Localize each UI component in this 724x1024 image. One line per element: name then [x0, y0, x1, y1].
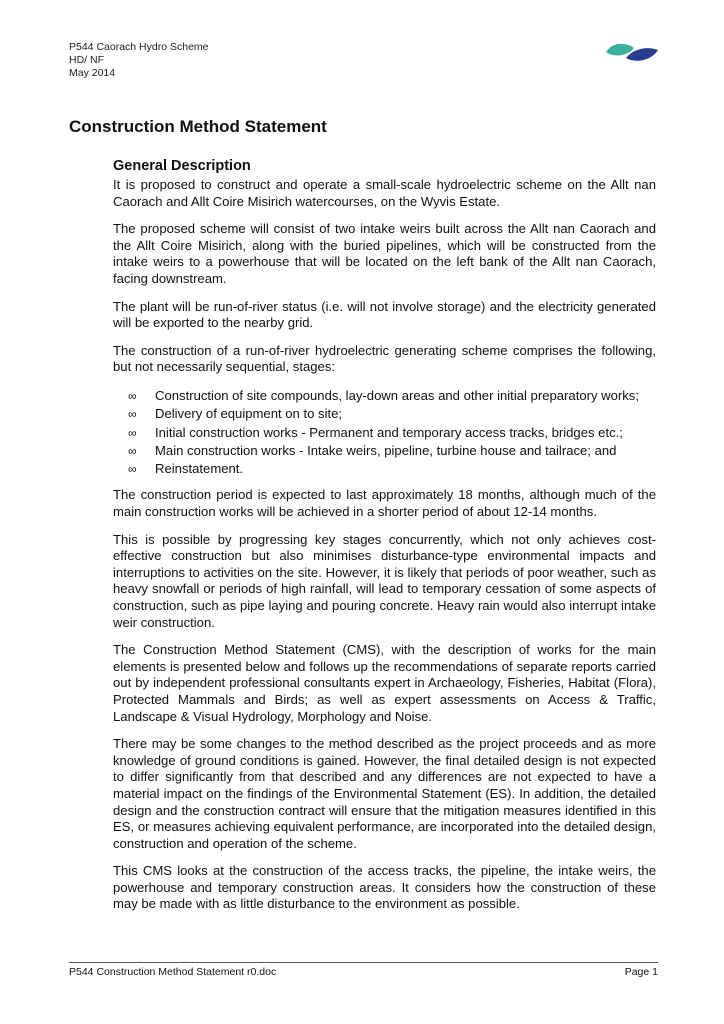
footer-filename: P544 Construction Method Statement r0.doc — [69, 966, 277, 978]
list-item-text: Reinstatement. — [155, 461, 244, 477]
paragraph: The construction of a run-of-river hydroelectric generating scheme comprises the following, but not necessarily sequential, stages: — [113, 342, 656, 375]
paragraph: It is proposed to construct and operate a small-scale hydroelectric scheme on the Allt nan Caorach and Allt Coire Misirich watercourses, on the Wyvis Estate. — [113, 177, 656, 209]
paragraph: This is possible by progressing key stages concurrently, which not only achieves cost-effective construction but also minimises disturbance-type environmental impacts and interruptions to activities on the site. However, it is likely that periods of poor weather, such as heavy snowfall or periods of high rainfall, will lead to temporary cessation of some aspects of construction, such as pipe laying and pouring concrete. Heavy rain would also interrupt intake weir construction. — [113, 531, 656, 630]
header-ref: HD/ NF — [69, 54, 104, 66]
paragraph: This CMS looks at the construction of the access tracks, the pipeline, the intake weirs, the powerhouse and temporary construction areas. It considers how the construction of these may be made with as little disturbance to the environment as possible. — [113, 863, 656, 912]
document-title: Construction Method Statement — [69, 117, 327, 136]
bullet-icon: ∞ — [128, 388, 137, 403]
stages-list — [113, 387, 656, 478]
paragraph: The proposed scheme will consist of two intake weirs built across the Allt nan Caorach and the Allt Coire Misirich, along with the buried pipelines, which will be constructed from the intake weirs to a powerhouse that will be located on the left bank of the Allt nan Caorach, facing downstream. — [113, 221, 656, 286]
list-item — [128, 442, 656, 460]
list-item — [128, 424, 656, 442]
paragraph: The Construction Method Statement (CMS), with the description of works for the main elements is presented below and follows up the recommendations of separate reports carried out by independent professional consultants expert in Archaeology, Fisheries, Habitat (Flora), Protected Mammals and Birds; as well as expert assessments on Access & Traffic, Landscape & Visual Hydrology, Morphology and Noise. — [113, 642, 656, 724]
bullet-icon: ∞ — [128, 443, 137, 458]
bullet-icon: ∞ — [128, 407, 137, 422]
bullet-icon: ∞ — [128, 425, 137, 440]
footer-page-number: Page 1 — [624, 966, 658, 978]
paragraph: The construction period is expected to last approximately 18 months, although much of the main construction works will be achieved in a shorter period of about 12-14 months. — [113, 487, 656, 520]
list-item-text: Main construction works - Intake weirs, pipeline, turbine house and tailrace; and — [155, 442, 617, 458]
list-item-text: Initial construction works - Permanent and temporary access tracks, bridges etc.; — [155, 424, 623, 440]
bullet-icon: ∞ — [128, 462, 137, 477]
list-item — [128, 387, 656, 405]
paragraph: The plant will be run-of-river status (i.e. will not involve storage) and the electricity generated will be exported to the nearby grid. — [113, 298, 656, 331]
header-date: May 2014 — [69, 67, 116, 79]
page-header — [69, 41, 209, 80]
company-logo-icon — [604, 40, 660, 64]
list-item-text: Delivery of equipment on to site; — [155, 406, 343, 422]
document-body — [113, 157, 656, 924]
list-item-text: Construction of site compounds, lay-down areas and other initial preparatory works; — [155, 387, 639, 403]
list-item — [128, 460, 656, 478]
section-heading: General Description — [113, 158, 251, 174]
footer-divider — [69, 962, 658, 963]
list-item — [128, 405, 656, 423]
paragraph: There may be some changes to the method described as the project proceeds and as more knowledge of ground conditions is gained. However, the final detailed design is not expected to differ significantly from that described and any differences are not expected to have a material impact on the findings of the Environmental Statement (ES). In addition, the detailed design and the construction contract will ensure that the mitigation measures identified in this ES, or measures achieving equivalent performance, are incorporated into the detailed design, construction and operation of the scheme. — [113, 736, 656, 851]
header-project: P544 Caorach Hydro Scheme — [69, 41, 209, 53]
